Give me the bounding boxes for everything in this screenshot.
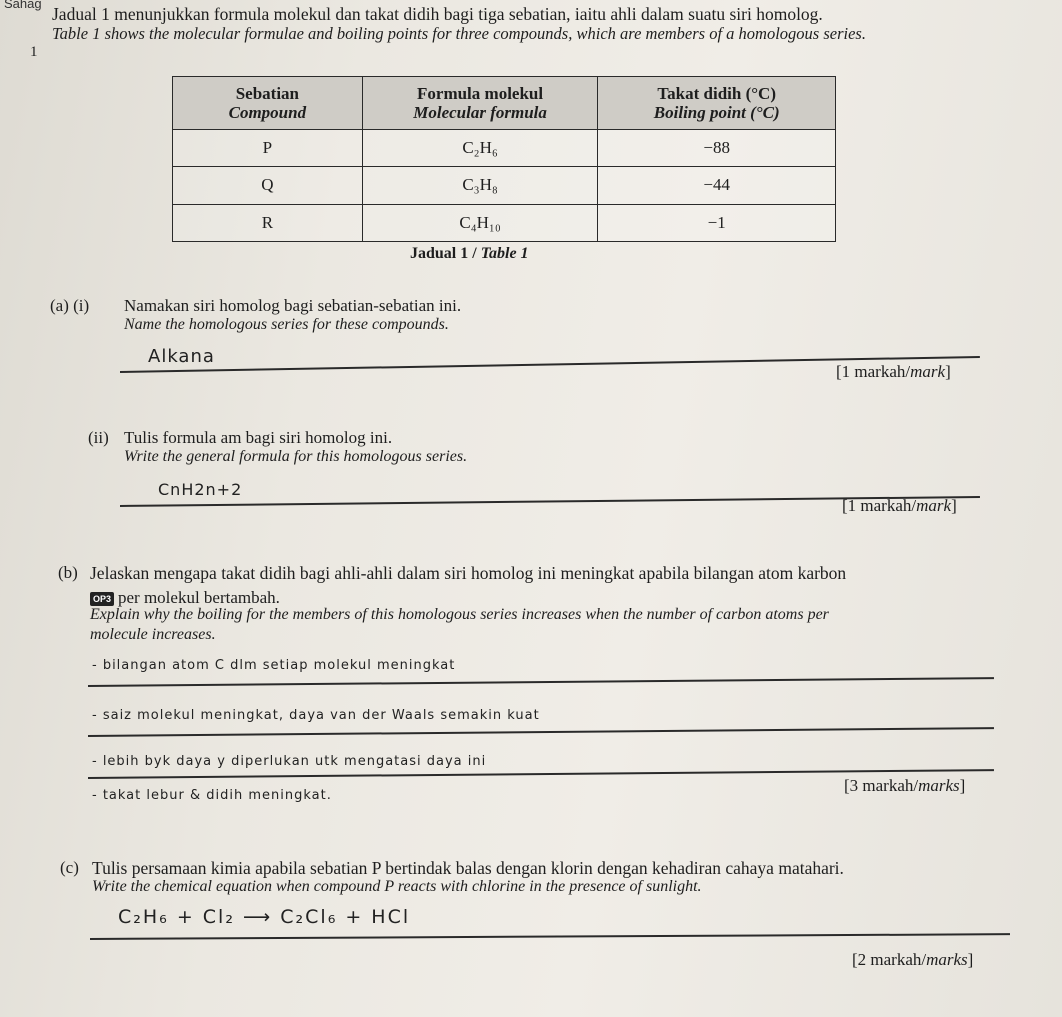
intro-malay: Jadual 1 menunjukkan formula molekul dan takat didih bagi tiga sebatian, iaitu ahli dalam suatu siri homolog. [52, 4, 823, 24]
header-compound: Sebatian Compound [173, 77, 363, 130]
question-a-ii-malay: Tulis formula am bagi siri homolog ini. [124, 428, 393, 447]
table-row [173, 204, 836, 241]
answer-a-ii: CnH2n+2 [158, 480, 243, 499]
cell-formula: C₃H₈ [362, 167, 598, 204]
mark-a-ii: [1 markah/mark] [842, 496, 957, 515]
question-a-ii-label: (ii) [88, 428, 109, 447]
molecule-table [172, 76, 836, 242]
answer-b-line-1: - bilangan atom C dlm setiap molekul meningkat [92, 658, 456, 673]
answer-c: C₂H₆ + Cl₂ ⟶ C₂Cl₆ + HCl [118, 906, 411, 928]
answer-line [90, 933, 1010, 939]
corner-handwriting: Sahag [4, 0, 42, 11]
mark-c: [2 markah/marks] [852, 950, 974, 969]
answer-b-line-2: - saiz molekul meningkat, daya van der Waals semakin kuat [92, 708, 540, 723]
question-c-malay: Tulis persamaan kimia apabila sebatian P bertindak balas dengan klorin dengan kehadiran cahaya matahari. [92, 858, 844, 878]
cell-compound: P [173, 129, 363, 166]
question-number: 1 [30, 44, 38, 60]
header-formula: Formula molekul Molecular formula [362, 77, 598, 130]
table-row [173, 129, 836, 166]
cell-boiling-point: −44 [598, 167, 836, 204]
answer-line [88, 727, 994, 736]
cell-compound: Q [173, 167, 363, 204]
cell-boiling-point: −88 [598, 129, 836, 166]
question-b-english-1: Explain why the boiling for the members of this homologous series increases when the number of carbon atoms per [90, 606, 829, 623]
question-b-malay-2: per molekul bertambah. [118, 588, 280, 607]
question-a-ii-english: Write the general formula for this homologous series. [124, 448, 468, 465]
question-c-label: (c) [60, 858, 79, 877]
mark-b: [3 markah/marks] [844, 776, 966, 795]
question-a-i-english: Name the homologous series for these compounds. [124, 316, 449, 333]
answer-b-line-3: - lebih byk daya y diperlukan utk mengatasi daya ini [92, 754, 487, 769]
header-boiling-point: Takat didih (°C) Boiling point (°C) [598, 77, 836, 130]
cell-formula: C₄H₁₀ [362, 204, 598, 241]
answer-b-line-4: - takat lebur & didih meningkat. [92, 788, 332, 803]
cell-formula: C₂H₆ [362, 129, 598, 166]
question-c-english: Write the chemical equation when compound P reacts with chlorine in the presence of sunlight. [92, 878, 702, 895]
answer-line [88, 677, 994, 686]
question-b-english-2: molecule increases. [90, 626, 216, 643]
intro-english: Table 1 shows the molecular formulae and boiling points for three compounds, which are members of a homologous series. [52, 24, 866, 43]
mark-a-i: [1 markah/mark] [836, 362, 951, 381]
table-caption: Jadual 1 / Table 1 [410, 245, 529, 262]
cell-boiling-point: −1 [598, 204, 836, 241]
cell-compound: R [173, 204, 363, 241]
question-b-label: (b) [58, 563, 78, 582]
question-a-i-malay: Namakan siri homolog bagi sebatian-sebatian ini. [124, 296, 462, 315]
table-row [173, 167, 836, 204]
question-b-malay-1: Jelaskan mengapa takat didih bagi ahli-ahli dalam siri homolog ini meningkat apabila bilangan atom karbon [90, 563, 847, 583]
op3-badge: OP3 [90, 592, 114, 606]
question-a-label: (a) (i) [50, 296, 90, 315]
answer-a-i: Alkana [148, 346, 215, 367]
table-header-row [173, 77, 836, 130]
